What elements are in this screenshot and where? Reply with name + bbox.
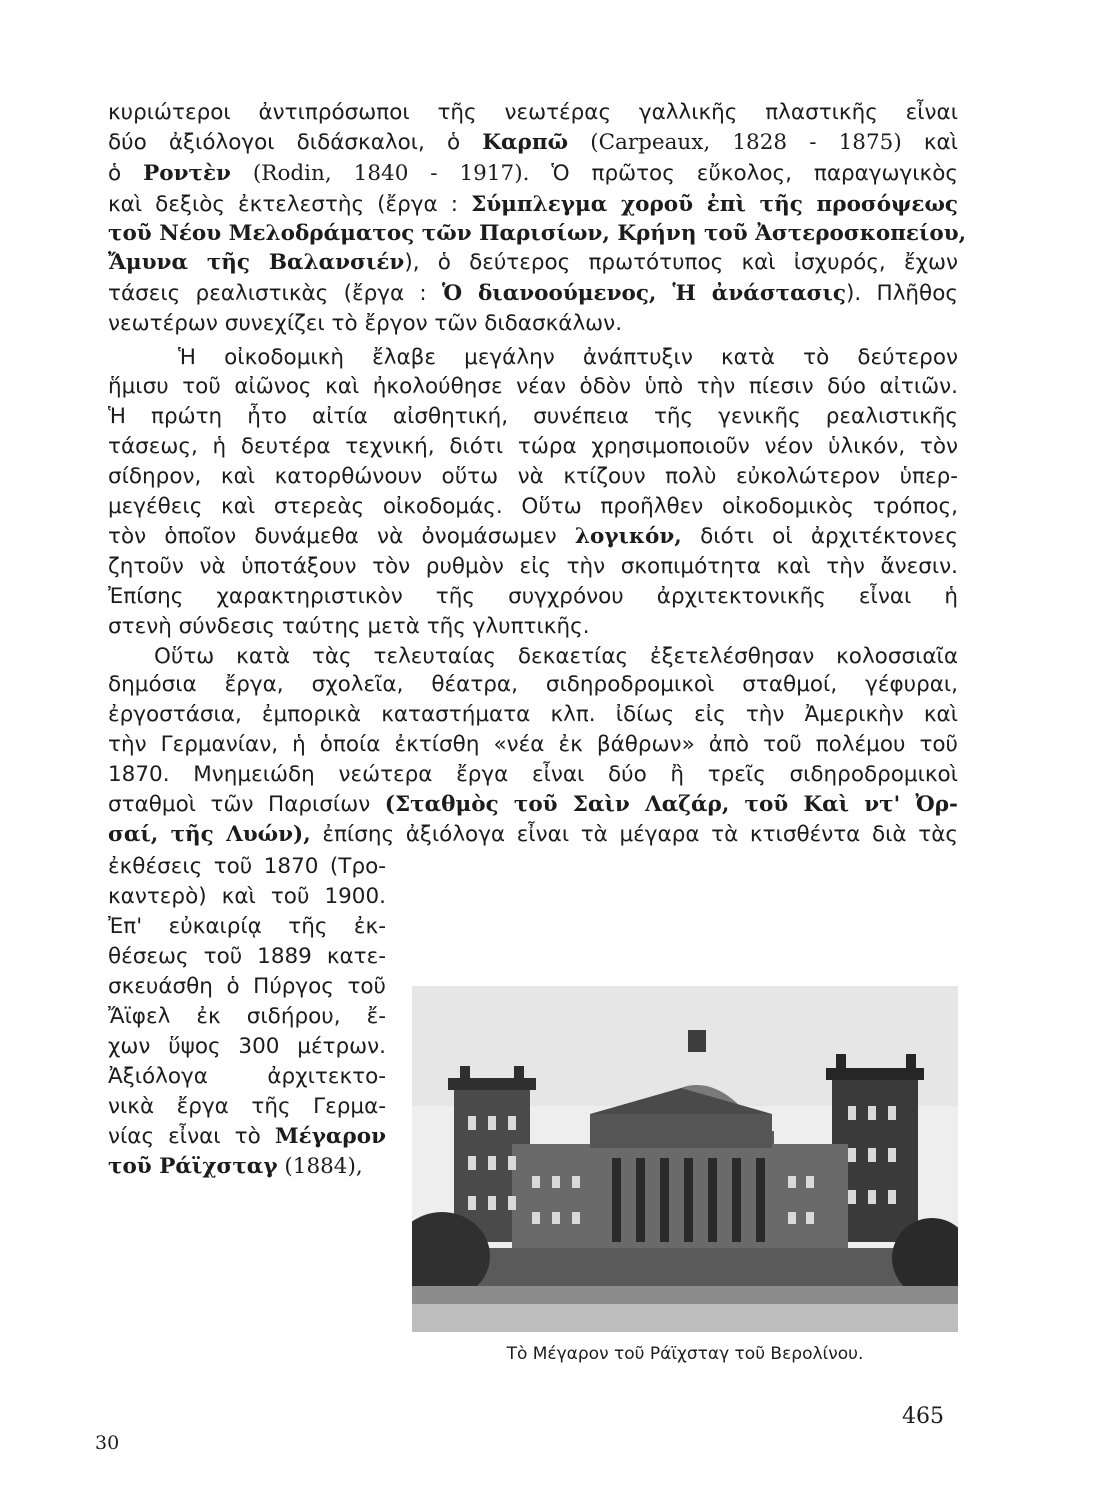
text-span: ζητοῦν νὰ ὑποτάξουν τὸν ρυθμὸν εἰς τὴν σκοπιμότητα καὶ τὴν ἄνεσιν. xyxy=(108,554,958,579)
text-span: καὶ xyxy=(901,130,958,155)
text-span: σκευάσθη ὁ Πύργος τοῦ xyxy=(108,974,386,999)
text-span: Σύμπλεγμα χοροῦ ἐπὶ τῆς προσόψεως xyxy=(471,192,959,217)
text-span xyxy=(231,161,253,186)
text-span: σταθμοὶ τῶν Παρισίων xyxy=(108,792,385,817)
text-line xyxy=(108,345,958,371)
text-span: Ὁ διανοούμενος, Ἡ ἀνάστασις xyxy=(441,281,847,306)
text-line xyxy=(108,404,958,430)
text-span: ), ὁ δεύτερος πρωτότυπος καὶ ἰσχυρός, ἔχων xyxy=(404,250,958,275)
text-span: 1870. Μνημειώδη νεώτερα ἔργα εἶναι δύο ἢ τρεῖς σιδηροδρομικοὶ xyxy=(108,762,958,787)
text-span: Οὕτω κατὰ τὰς τελευταίας δεκαετίας ἐξετελέσθησαν κολοσσιαῖα xyxy=(154,644,958,669)
text-span: ). Πλῆθος xyxy=(846,281,958,306)
text-line xyxy=(108,130,958,156)
text-span: (1884), xyxy=(284,1154,363,1179)
text-line xyxy=(108,374,958,400)
text-line xyxy=(108,854,386,880)
text-span: τοῦ Νέου Μελοδράματος τῶν Παρισίων, Κρήνη τοῦ Ἀστεροσκοπείου, xyxy=(108,221,967,246)
text-span: τάσεως, ἡ δευτέρα τεχνική, διότι τώρα χρησιμοποιοῦν νέον ὑλικόν, τὸν xyxy=(108,434,958,459)
text-span: ἐπίσης ἀξιόλογα εἶναι τὰ μέγαρα τὰ κτισθέντα διὰ τὰς xyxy=(310,822,958,847)
text-span: στενὴ σύνδεσις ταύτης μετὰ τῆς γλυπτικῆς. xyxy=(108,614,590,639)
text-line xyxy=(108,792,958,818)
text-line xyxy=(108,974,386,1000)
text-span: νίας εἶναι τὸ xyxy=(108,1124,275,1149)
text-line xyxy=(108,494,958,520)
text-line xyxy=(108,192,958,218)
text-span: ὁ xyxy=(108,161,144,186)
text-span: ἥμισυ τοῦ αἰῶνος καὶ ἠκολούθησε νέαν ὁδὸν ὑπὸ τὴν πίεσιν δύο αἰτιῶν. xyxy=(108,374,958,399)
text-span: Ροντὲν xyxy=(143,161,231,186)
page-number: 465 xyxy=(902,1404,944,1429)
text-line xyxy=(108,944,386,970)
text-line xyxy=(108,614,958,640)
signature-mark: 30 xyxy=(95,1432,120,1454)
text-span: θέσεως τοῦ 1889 κατε- xyxy=(108,944,386,969)
text-span: καντερὸ) καὶ τοῦ 1900. xyxy=(108,884,386,909)
text-line xyxy=(108,822,958,848)
text-span: Ἡ οἰκοδομικὴ ἔλαβε μεγάλην ἀνάπτυξιν κατὰ τὸ δεύτερον xyxy=(178,345,958,370)
text-span: Ἄμυνα τῆς Βαλανσιέν xyxy=(108,250,405,275)
text-line xyxy=(108,762,958,788)
text-line xyxy=(108,100,958,126)
text-span: σίδηρον, καὶ κατορθώνουν οὕτω νὰ κτίζουν πολὺ εὐκολώτερον ὑπερ- xyxy=(108,464,958,489)
text-line xyxy=(108,281,958,307)
text-span: Καρπῶ xyxy=(482,130,569,155)
text-span: νικὰ ἔργα τῆς Γερμα- xyxy=(108,1094,386,1119)
text-line xyxy=(108,914,386,940)
text-span: Μέγαρον xyxy=(274,1124,386,1149)
text-line xyxy=(108,1094,386,1120)
text-line xyxy=(108,1124,386,1150)
text-span: (Σταθμὸς τοῦ Σαὶν Λαζάρ, τοῦ Καὶ ντ' Ὀρ- xyxy=(384,792,958,817)
text-span: χων ὕψος 300 μέτρων. xyxy=(108,1034,386,1059)
text-span: Ἐπ' εὐκαιρίᾳ τῆς ἐκ- xyxy=(108,914,386,939)
text-line xyxy=(108,221,967,247)
text-span: διότι οἱ ἀρχιτέκτονες xyxy=(681,524,958,549)
text-span: σαί, τῆς Λυών), xyxy=(108,822,311,847)
text-line xyxy=(108,311,958,337)
text-span: καὶ δεξιὸς ἐκτελεστὴς (ἔργα : xyxy=(108,192,472,217)
reichstag-photo xyxy=(412,986,958,1332)
figure-caption: Τὸ Μέγαρον τοῦ Ράϊχσταγ τοῦ Βερολίνου. xyxy=(506,1344,864,1364)
text-line xyxy=(108,1034,386,1060)
text-span: (Rodin, 1840 - 1917). xyxy=(252,161,530,186)
text-line xyxy=(108,524,958,550)
text-span: δημόσια ἔργα, σχολεῖα, θέατρα, σιδηροδρομικοὶ σταθμοί, γέφυραι, xyxy=(108,672,958,697)
text-span: δύο ἀξιόλογοι διδάσκαλοι, ὁ xyxy=(108,130,483,155)
text-line xyxy=(108,644,958,670)
text-line xyxy=(108,1064,386,1090)
text-span: Ἡ πρώτη ἦτο αἰτία αἰσθητική, συνέπεια τῆς γενικῆς ρεαλιστικῆς xyxy=(108,404,958,429)
text-span: μεγέθεις καὶ στερεὰς οἰκοδομάς. Οὕτω προῆλθεν οἰκοδομικὸς τρόπος, xyxy=(108,494,958,519)
text-span: κυριώτεροι ἀντιπρόσωποι τῆς νεωτέρας γαλλικῆς πλαστικῆς εἶναι xyxy=(108,100,958,125)
text-span: νεωτέρων συνεχίζει τὸ ἔργον τῶν διδασκάλων. xyxy=(108,311,623,336)
text-span: λογικόν, xyxy=(574,524,682,549)
text-span xyxy=(568,130,590,155)
text-span: τὸν ὁποῖον δυνάμεθα νὰ ὀνομάσωμεν xyxy=(108,524,575,549)
text-line xyxy=(108,1004,386,1030)
text-line xyxy=(108,1154,386,1180)
text-line xyxy=(108,584,958,610)
text-span: (Carpeaux, 1828 - 1875) xyxy=(590,130,902,155)
text-line xyxy=(108,250,958,276)
text-span: Ὁ πρῶτος εὔκολος, παραγωγικὸς xyxy=(529,161,958,186)
text-span: τὴν Γερμανίαν, ἡ ὁποία ἐκτίσθη «νέα ἐκ βάθρων» ἀπὸ τοῦ πολέμου τοῦ xyxy=(108,732,958,757)
text-line xyxy=(108,732,958,758)
text-span: Ἄϊφελ ἐκ σιδήρου, ἔ- xyxy=(108,1004,386,1029)
text-line xyxy=(108,464,958,490)
text-span: ἐκθέσεις τοῦ 1870 (Τρο- xyxy=(108,854,386,879)
text-line xyxy=(108,702,958,728)
text-line xyxy=(108,672,958,698)
text-line xyxy=(108,161,958,187)
text-span: Ἐπίσης χαρακτηριστικὸν τῆς συγχρόνου ἀρχιτεκτονικῆς εἶναι ἡ xyxy=(108,584,958,609)
text-line xyxy=(108,434,958,460)
text-span: τοῦ Ράϊχσταγ xyxy=(108,1154,278,1179)
text-span: Ἀξιόλογα ἀρχιτεκτο- xyxy=(108,1064,386,1089)
text-span: ἐργοστάσια, ἐμπορικὰ καταστήματα κλπ. ἰδίως εἰς τὴν Ἀμερικὴν καὶ xyxy=(108,702,958,727)
text-line xyxy=(108,884,386,910)
text-span: τάσεις ρεαλιστικὰς (ἔργα : xyxy=(108,281,442,306)
text-line xyxy=(108,554,958,580)
